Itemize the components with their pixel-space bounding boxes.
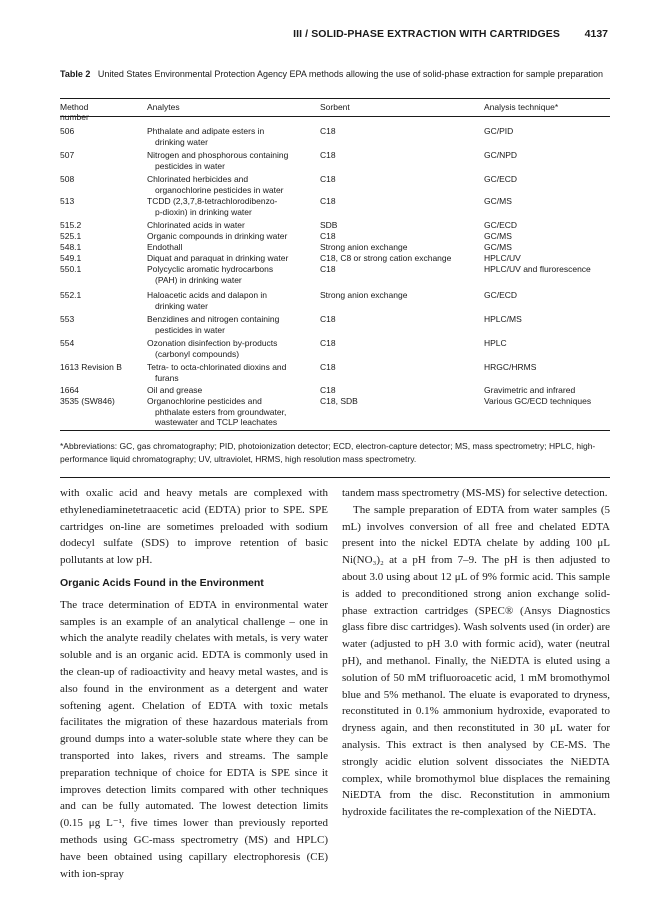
cell-sorbent: C18, C8 or strong cation exchange [320,253,452,263]
cell-sorbent: Strong anion exchange [320,290,408,300]
cell-technique: GC/ECD [484,174,518,184]
cell-method: 554 [60,338,75,348]
cell-sorbent: C18 [320,314,336,324]
cell-technique: GC/NPD [484,150,518,160]
cell-analytes: Organochlorine pesticides and phthalate esters from groundwater, wastewater and TCLP leachates [147,396,287,427]
paragraph: The sample preparation of EDTA from water samples (5 mL) involves conversion of all free and chelated EDTA present into the nickel EDTA chelate by adding 100 μL Ni(NO₃)₂ at a pH from 7–9. The pH is then adjusted to about 3.0 using about 12 μL of 9% formic acid. This sample is added to preconditioned strong anion exchange solid-phase extraction cartridges (SPEC® (Ansys Diagnostics glass fibre disc cartridges). Wash solvents used (in order) are water (adjusted to pH 3.0 with formic acid), water (neutral pH), and methanol. Finally, the NiEDTA is eluted using a solution of 50 mM trifluoroacetic acid, 1 mM bromothymol blue and 5% methanol. The eluate is evaporated to dryness, reconstituted in 0.1% ammonium hydroxide, evaporated to dryness again, and then reconstituted in 30 μL water for analysis. This extract is then analysed by CE-MS. The strongly acidic elution solvent dissociates the NiEDTA complex, while bromothymol blue displaces the remaining NiEDTA from the disc. Reconstitution in ammonium hydroxide facilitates the re-complexation of the NiEDTA. [342,503,610,819]
header-analytes: Analytes [147,102,180,112]
cell-method: 525.1 [60,231,82,241]
cell-method: 553 [60,314,75,324]
running-head [60,28,608,44]
section-heading: Organic Acids Found in the Environment [60,576,264,589]
table-caption-text: United States Environmental Protection Agency EPA methods allowing the use of solid-phase extraction for sample preparation [97,69,603,79]
header-sorbent: Sorbent [320,102,350,112]
table-top-rule [60,98,610,99]
cell-sorbent: C18 [320,174,336,184]
cell-method: 1613 Revision B [60,362,122,372]
cell-technique: GC/MS [484,242,512,252]
cell-technique: Gravimetric and infrared [484,385,576,395]
body-column-left [60,485,328,882]
cell-analytes: Polycyclic aromatic hydrocarbons (PAH) in drinking water [147,264,274,285]
cell-sorbent: C18 [320,231,336,241]
cell-analytes: Tetra- to octa-chlorinated dioxins and furans [147,362,287,383]
cell-method: 508 [60,174,75,184]
cell-analytes: Benzidines and nitrogen containing pesticides in water [147,314,280,335]
cell-analytes: Oil and grease [147,385,203,395]
cell-technique: HPLC [484,338,507,348]
table-bottom-rule [60,430,610,431]
table-header-rule [60,116,610,117]
table-caption [60,68,610,81]
cell-analytes: TCDD (2,3,7,8-tetrachlorodibenzo- p-dioxin) in drinking water [147,196,278,217]
body-column-right [342,485,610,821]
cell-technique: HRGC/HRMS [484,362,537,372]
cell-method: 3535 (SW846) [60,396,115,406]
cell-sorbent: SDB [320,220,338,230]
paragraph: tandem mass spectrometry (MS-MS) for selective detection. [342,487,608,499]
cell-method: 549.1 [60,253,82,263]
header-method-number: Method number [60,102,89,122]
paragraph: with oxalic acid and heavy metals are complexed with ethylenediaminetetraacetic acid (EDTA) prior to SPE. SPE cartridges on-line are sometimes preloaded with sodium dodecyl sulfate (SDS) to improve retention of basic pollutants at low pH. [60,487,328,567]
cell-method: 506 [60,126,75,136]
paragraph: The trace determination of EDTA in environmental water samples is an example of an analytical challenge – one in which the analyte readily chelates with metals, is very water soluble and is an organic acid. EDTA is commonly used in the clean-up of radioactivity and heavy metal wastes, and is also found in the environment as a detergent and water softening agent. Chelation of EDTA with toxic metals facilitates the migration of these hazardous materials from ground dumps into a water-soluble state where they can be transported into lakes, rivers and streams. The sample preparation technique of choice for EDTA is SPE since it improves detection limits compared with other techniques and can be fully automated. The lowest detection limits (0.15 μg L⁻¹, five times lower than previously reported methods using GC-mass spectrometry (MS) and HPLC) have been obtained using capillary electrophoresis (CE) with ion-spray [60,598,328,880]
cell-technique: HPLC/UV [484,253,521,263]
cell-technique: GC/MS [484,196,512,206]
page-number: 4137 [584,28,608,40]
running-head-title: III / SOLID-PHASE EXTRACTION WITH CARTRIDGES [293,28,560,40]
cell-sorbent: C18 [320,150,336,160]
cell-technique: HPLC/MS [484,314,522,324]
cell-technique: GC/ECD [484,220,518,230]
cell-sorbent: C18 [320,338,336,348]
cell-analytes: Endothall [147,242,183,252]
cell-analytes: Phthalate and adipate esters in drinking water [147,126,265,147]
cell-sorbent: C18 [320,126,336,136]
cell-sorbent: C18 [320,385,336,395]
cell-analytes: Chlorinated herbicides and organochlorine pesticides in water [147,174,284,195]
table-footnote: *Abbreviations: GC, gas chromatography; PID, photoionization detector; ECD, electron-capture detector; MS, mass spectrometry; HPLC, high-performance liquid chromatography; UV, ultraviolet, HRMS, high resolution mass spectrometry. [60,441,596,464]
cell-analytes: Organic compounds in drinking water [147,231,288,241]
cell-technique: Various GC/ECD techniques [484,396,592,406]
cell-sorbent: Strong anion exchange [320,242,408,252]
cell-sorbent: C18 [320,362,336,372]
cell-technique: HPLC/UV and flurorescence [484,264,591,274]
cell-analytes: Chlorinated acids in water [147,220,245,230]
cell-analytes: Diquat and paraquat in drinking water [147,253,289,263]
cell-sorbent: C18, SDB [320,396,358,406]
footnote-rule [60,477,610,478]
cell-method: 548.1 [60,242,82,252]
cell-technique: GC/PID [484,126,514,136]
cell-analytes: Haloacetic acids and dalapon in drinking water [147,290,268,311]
cell-analytes: Nitrogen and phosphorous containing pesticides in water [147,150,289,171]
cell-method: 550.1 [60,264,82,274]
cell-analytes: Ozonation disinfection by-products (carbonyl compounds) [147,338,278,359]
cell-method: 1664 [60,385,79,395]
cell-method: 513 [60,196,75,206]
cell-method: 515.2 [60,220,82,230]
cell-method: 507 [60,150,75,160]
cell-sorbent: C18 [320,264,336,274]
table-label: Table 2 [60,69,91,79]
header-analysis-technique: Analysis technique* [484,102,559,112]
cell-sorbent: C18 [320,196,336,206]
cell-method: 552.1 [60,290,82,300]
cell-technique: GC/ECD [484,290,518,300]
cell-technique: GC/MS [484,231,512,241]
